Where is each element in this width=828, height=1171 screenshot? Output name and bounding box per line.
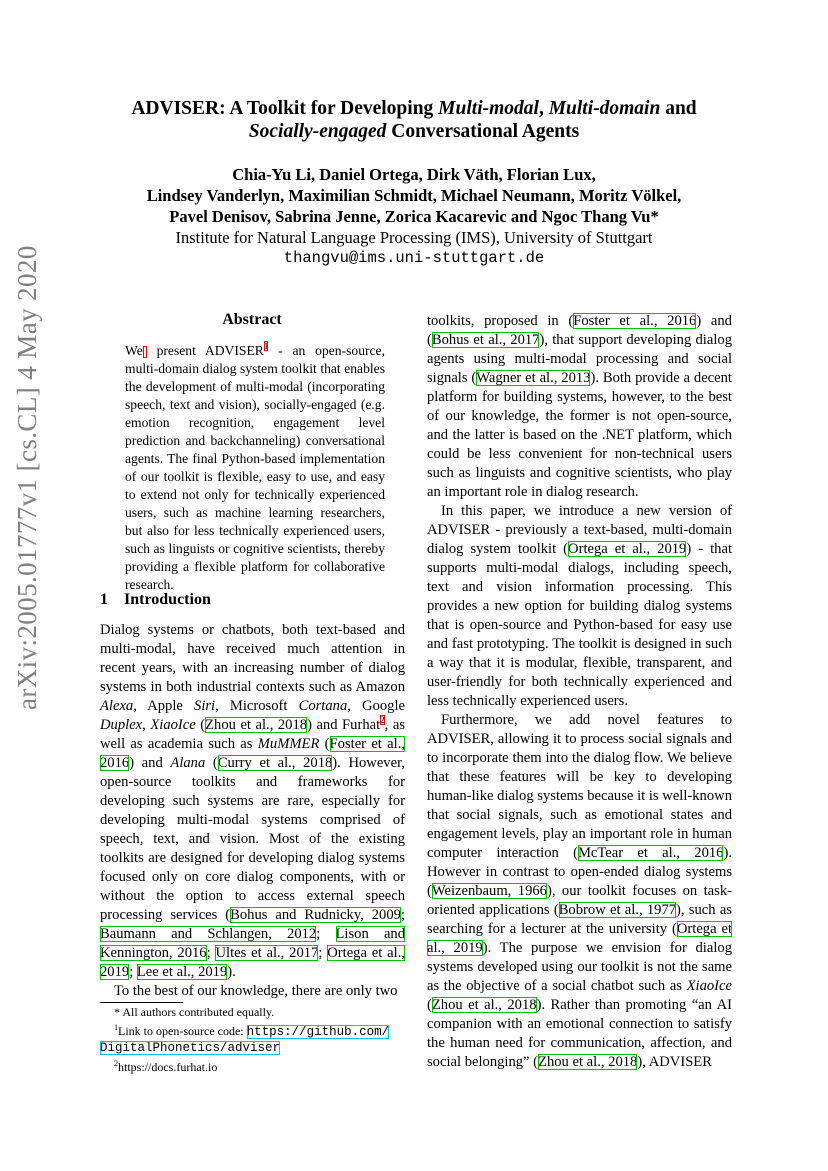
footnote-star: * All authors contributed equally. — [114, 1005, 275, 1019]
abstract-word: present ADVISER — [146, 343, 264, 358]
para-text: ). — [227, 964, 236, 980]
product-name: Alana — [170, 755, 206, 771]
citation-link[interactable]: Ortega et al., 2019 — [100, 945, 405, 980]
section-title: Introduction — [124, 591, 211, 608]
title-text: Multi-domain — [548, 98, 661, 119]
footnote-2 — [100, 1056, 405, 1075]
footnote-number: 1 — [114, 1023, 118, 1032]
para-text: ( — [319, 736, 330, 752]
para-text: toolkits, proposed in ( — [427, 313, 574, 329]
title-text: Conversational Agents — [386, 121, 580, 142]
arxiv-identifier: arXiv:2005.01777v1 [cs.CL] 4 May 2020 — [12, 245, 42, 710]
footnotes — [100, 1005, 405, 1075]
citation-link[interactable]: Bohus et al., 2017 — [431, 332, 540, 348]
para-text: ). Rather than promoting “an AI companion with an emotional connection to satisfy the human need for communication, affection, and social belonging” ( — [427, 997, 732, 1070]
para-text: Dialog systems or chatbots, both text-based and multi-modal, have received much attention in recent years, with an increasing number of dialog systems in both industrial contexts such as Amazon — [100, 622, 405, 695]
title-text: Socially-engaged — [248, 121, 387, 142]
citation-link[interactable]: Baumann and Schlangen, 2012 — [100, 926, 317, 942]
authors-line: Pavel Denisov, Sabrina Jenne, Zorica Kacarevic and Ngoc Thang Vu* — [169, 207, 659, 226]
citation-link[interactable]: Curry et al., 2018 — [217, 755, 333, 771]
citation-link[interactable]: Ortega et al., 2019 — [427, 921, 732, 956]
para-text: ( — [427, 997, 432, 1013]
authors-line: Chia-Yu Li, Daniel Ortega, Dirk Väth, Florian Lux, — [232, 165, 596, 184]
para-text: , Microsoft — [215, 698, 299, 714]
para-text: ), our toolkit focuses on task-oriented applications ( — [427, 883, 732, 918]
para-text: ) and — [129, 755, 171, 771]
para-text: ) and ( — [427, 313, 732, 348]
para-text: ( — [205, 755, 218, 771]
right-paragraph-3 — [427, 711, 732, 1072]
affiliation: Institute for Natural Language Processing (IMS), University of Stuttgart — [175, 228, 653, 247]
product-name: Alexa — [100, 698, 134, 714]
product-name: XiaoIce — [150, 717, 196, 733]
para-text: , — [142, 717, 151, 733]
para-text: , Google — [347, 698, 405, 714]
product-name: XiaoIce — [686, 978, 732, 994]
right-column — [427, 312, 732, 1072]
author-email: thangvu@ims.uni-stuttgart.de — [283, 249, 545, 267]
abstract-body: - an open-source, multi-domain dialog system toolkit that enables the development of multi-modal (incorporating speech, text and vision), socially-engaged (e.g. emotion recognition, engagement level prediction and backchanneling) conversational agents. The final Python-based implementation of our toolkit is flexible, easy to use, and easy to extend not only for technically experienced users, such as machine learning researchers, but also for less technically experienced users, such as linguists or cognitive scientists, thereby providing a flexible platform for collaborative research. — [125, 343, 385, 592]
para-text: , Apple — [133, 698, 195, 714]
para-text: ), that support developing dialog agents using multi-modal processing and social signals ( — [427, 332, 732, 386]
abstract-heading: Abstract — [222, 311, 282, 328]
para-text: ) and Furhat — [307, 717, 381, 733]
authors-block — [0, 164, 828, 269]
citation-link[interactable]: Lison and Kennington, 2016 — [100, 926, 406, 961]
intro-paragraph-1 — [100, 621, 405, 982]
para-text: ). However, open-source toolkits and frameworks for developing such systems are rare, especially for developing multi-modal systems comprised of speech, text, and vision. Most of the existing toolkits are designed for developing dialog systems focused only on core dialog components, with or without the option to access external speech processing services ( — [100, 755, 405, 923]
paper-title-line-2 — [0, 120, 828, 144]
para-text: ), ADVISER — [637, 1054, 712, 1070]
section-number: 1 — [100, 591, 108, 608]
product-name: Siri — [194, 698, 216, 714]
right-paragraph-2 — [427, 502, 732, 711]
citation-link[interactable]: Bohus and Rudnicky, 2009 — [230, 907, 401, 923]
footnote-1 — [100, 1020, 405, 1040]
para-text: ; — [206, 945, 216, 961]
title-text: , — [538, 98, 549, 119]
abstract-text — [125, 342, 385, 594]
paper-title-line-1 — [0, 97, 828, 121]
citation-link[interactable]: Zhou et al., 2018 — [538, 1054, 638, 1070]
para-text: ). However in contrast to open-ended dialog systems ( — [427, 845, 732, 899]
product-name: Cortana — [298, 698, 348, 714]
citation-link[interactable]: Wagner et al., 2013 — [476, 370, 591, 386]
para-text: , as well as academia such as — [100, 717, 405, 752]
footnote-divider — [100, 1002, 183, 1003]
para-text: Furthermore, we add novel features to ADVISER, allowing it to process social signals and to incorporate them into the dialog flow. We believe that these features will be key to developing human-like dialog systems because it is well-known that social signals, such as emotional states and engagement levels, play an important role in human computer interaction ( — [427, 712, 732, 861]
section-heading-introduction — [100, 591, 211, 609]
authors-line: Lindsey Vanderlyn, Maximilian Schmidt, Michael Neumann, Moritz Völkel, — [146, 186, 682, 205]
footnote-text: Link to open-source code: — [118, 1024, 247, 1038]
footnote-2-link[interactable]: 2 — [380, 715, 385, 726]
citation-link[interactable]: Ultes et al., 2017 — [215, 945, 319, 961]
title-text: and — [660, 98, 697, 119]
title-text: ADVISER: A Toolkit for Developing — [131, 98, 439, 119]
citation-link[interactable]: Zhou et al., 2018 — [431, 997, 537, 1013]
citation-link[interactable]: Ortega et al., 2019 — [568, 541, 687, 557]
github-link-cont[interactable]: DigitalPhonetics/adviser — [100, 1041, 281, 1055]
footnote-number: 2 — [114, 1059, 118, 1068]
citation-link[interactable]: Foster et al., 2016 — [573, 313, 697, 329]
citation-link[interactable]: Foster et al., 2016 — [100, 736, 405, 771]
footnote-text: https://docs.furhat.io — [118, 1060, 218, 1074]
para-text: ) - that supports multi-modal dialogs, including speech, text and vision information processing. This provides a new option for building dialog systems that is open-source and Python-based for easy use and fast prototyping. The toolkit is designed in such a way that it is modular, flexible, transparent, and user-friendly for both technically experienced and less technically experienced users. — [427, 541, 732, 709]
abstract-word: We — [125, 343, 143, 358]
citation-link[interactable]: McTear et al., 2016 — [577, 845, 724, 861]
citation-link[interactable]: Lee et al., 2019 — [136, 964, 228, 980]
para-text: ). The purpose we envision for dialog systems developed using our toolkit is not the same as the objective of a social chatbot such as — [427, 940, 732, 994]
left-column — [100, 621, 405, 1001]
para-text: ; — [318, 945, 328, 961]
para-text: In this paper, we introduce a new version of ADVISER - previously a text-based, multi-domain dialog system toolkit ( — [427, 503, 732, 557]
para-text: ). Both provide a decent platform for building systems, however, to the best of our knowledge, the former is not open-source, and the latter is based on the .NET platform, which could be less convenient for non-technical users such as linguists and cognitive scientists, who play an important role in dialog research. — [427, 370, 732, 500]
para-text: ; — [400, 907, 405, 923]
citation-link[interactable]: Zhou et al., 2018 — [205, 717, 308, 733]
para-text: ; — [129, 964, 137, 980]
footnote-1-cont — [100, 1040, 405, 1056]
para-text: ; — [316, 926, 336, 942]
github-link[interactable]: https://github.com/ — [246, 1025, 390, 1039]
para-text: ), such as searching for a lecturer at the university ( — [427, 902, 732, 937]
right-paragraph-1 — [427, 312, 732, 502]
citation-link[interactable]: Bobrow et al., 1977 — [558, 902, 677, 918]
product-name: Duplex — [100, 717, 143, 733]
title-text: Multi-modal — [438, 98, 539, 119]
footnote-1-link[interactable]: 1 — [263, 341, 269, 352]
product-name: MuMMER — [257, 736, 320, 752]
intro-paragraph-2: To the best of our knowledge, there are only two — [114, 983, 398, 999]
citation-link[interactable]: Weizenbaum, 1966 — [431, 883, 547, 899]
para-text: ( — [195, 717, 206, 733]
